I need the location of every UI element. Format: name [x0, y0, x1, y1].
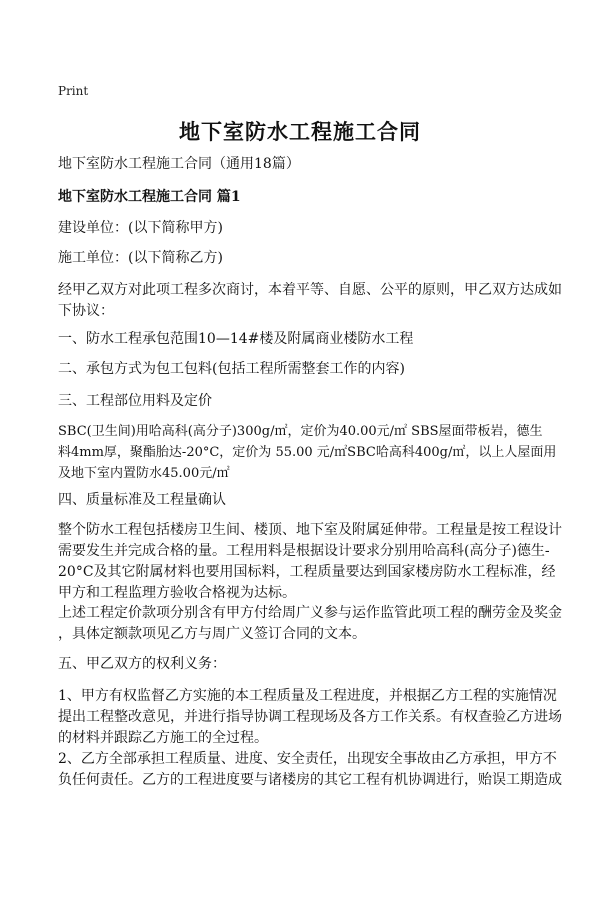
section-heading: 地下室防水工程施工合同 篇1 — [58, 189, 241, 205]
paragraph-line: 提出工程整改意见，并进行指导协调工程现场及各方工作关系。有权查验乙方进场 — [58, 709, 562, 725]
paragraph-line: 施工单位：(以下简称乙方) — [58, 250, 223, 266]
paragraph-line: 上述工程定价款项分别含有甲方付给周广义参与运作监管此项工程的酬劳金及奖金 — [58, 605, 562, 621]
paragraph-agreement-intro — [58, 280, 562, 322]
paragraph-rights-party-a — [58, 686, 562, 749]
paragraph-line: 料4mm厚，聚酯胎达-20°C，定价为 55.00 元/㎡SBC哈高科400g/㎡，以上人屋面用 — [58, 445, 557, 460]
document-subtitle: 地下室防水工程施工合同（通用18篇） — [58, 156, 300, 172]
paragraph-line: SBC(卫生间)用哈高科(高分子)300g/㎡，定价为40.00元/㎡ SBS屋面带板岩，德生 — [58, 424, 543, 439]
paragraph-quality-heading — [58, 490, 548, 511]
paragraph-rights-heading — [58, 654, 548, 675]
document-title: 地下室防水工程施工合同 — [179, 119, 421, 144]
paragraph-construction-unit — [58, 218, 548, 239]
paragraph-line: 1、甲方有权监督乙方实施的本工程质量及工程进度，并根据乙方工程的实施情况 — [58, 688, 557, 704]
paragraph-line: 负任何责任。乙方的工程进度要与诸楼房的其它工程有机协调进行，贻误工期造成 — [58, 772, 562, 788]
paragraph-line: ，具体定额款项见乙方与周广义签订合同的文本。 — [58, 626, 366, 642]
paragraph-line: 四、质量标准及工程量确认 — [58, 492, 226, 508]
paragraph-line: 一、防水工程承包范围10—14#楼及附属商业楼防水工程 — [58, 331, 414, 347]
print-label: Print — [58, 84, 89, 98]
paragraph-line: 需要发生并完成合格的量。工程用料是根据设计要求分别用哈高科(高分子)德生- — [58, 543, 550, 559]
paragraph-line: 建设单位：(以下简称甲方) — [58, 220, 223, 236]
paragraph-line: 经甲乙双方对此项工程多次商讨，本着平等、自愿、公平的原则，甲乙双方达成如 — [58, 282, 562, 298]
paragraph-quality-detail — [58, 520, 562, 604]
paragraph-rights-party-b — [58, 749, 562, 791]
paragraph-line: 甲方和工程监理方验收合格视为达标。 — [58, 585, 296, 601]
paragraph-contractor-unit — [58, 248, 548, 269]
paragraph-materials-heading — [58, 391, 548, 412]
paragraph-scope — [58, 329, 548, 350]
paragraph-materials-pricing — [58, 421, 557, 484]
paragraph-contract-method — [58, 359, 548, 380]
paragraph-line: 下协议： — [58, 303, 114, 319]
paragraph-line: 整个防水工程包括楼房卫生间、楼顶、地下室及附属延伸带。工程量是按工程设计 — [58, 522, 562, 538]
paragraph-line: 五、甲乙双方的权利义务： — [58, 656, 226, 672]
paragraph-line: 及地下室内置防水45.00元/㎡ — [58, 466, 230, 481]
paragraph-line: 的材料并跟踪乙方施工的全过程。 — [58, 730, 268, 746]
paragraph-line: 2、乙方全部承担工程质量、进度、安全责任，出现安全事故由乙方承担，甲方不 — [58, 751, 557, 767]
paragraph-pricing-note — [58, 603, 562, 645]
paragraph-line: 20°C及其它附属材料也要用国标料，工程质量要达到国家楼房防水工程标准，经 — [58, 564, 556, 580]
paragraph-line: 二、承包方式为包工包料(包括工程所需整套工作的内容) — [58, 361, 405, 377]
paragraph-line: 三、工程部位用料及定价 — [58, 393, 212, 409]
